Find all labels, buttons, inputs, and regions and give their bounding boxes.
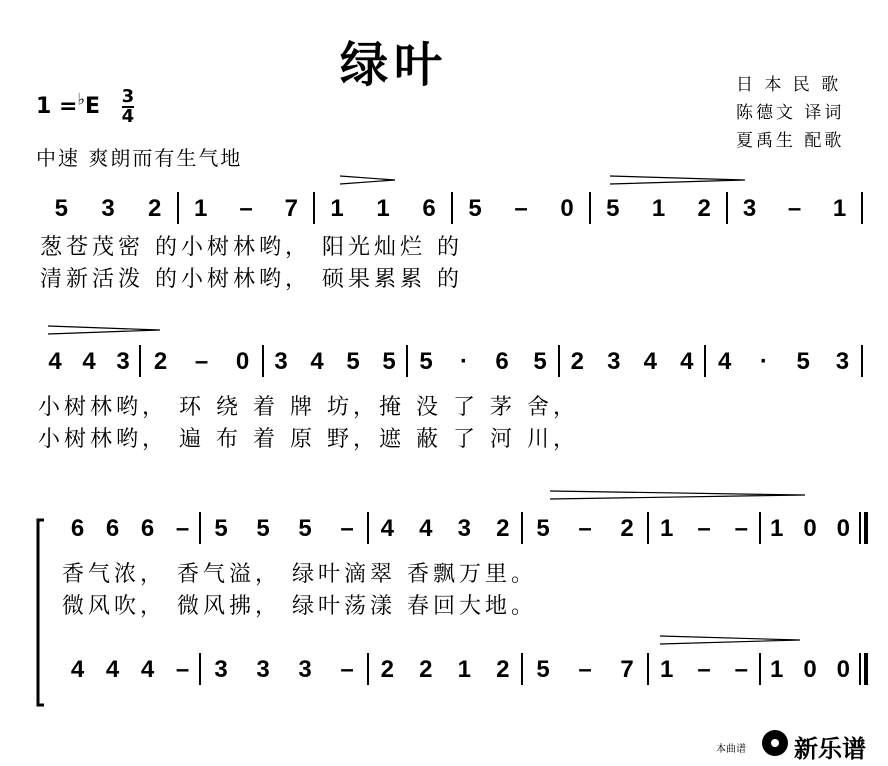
credit-origin: 日 本 民 歌 bbox=[736, 75, 842, 95]
note: 5 bbox=[214, 515, 228, 542]
note: 3 bbox=[457, 515, 471, 542]
note: 5 bbox=[533, 348, 547, 375]
note: 7 bbox=[284, 195, 299, 222]
note: 3 bbox=[298, 656, 312, 683]
note: – bbox=[578, 656, 592, 683]
note: 2 bbox=[496, 515, 510, 542]
note: 5 bbox=[346, 348, 360, 375]
note: 0 bbox=[235, 348, 250, 375]
note: 1 bbox=[659, 515, 674, 542]
note: 1 bbox=[769, 656, 784, 683]
note: 2 bbox=[380, 656, 394, 683]
flat-sign: ♭ bbox=[77, 89, 85, 109]
system-4 bbox=[71, 653, 866, 685]
time-bottom: 4 bbox=[121, 106, 135, 127]
note: 1 bbox=[330, 195, 344, 222]
note: 6 bbox=[70, 515, 85, 542]
tempo-marking: 中速 爽朗而有生气地 bbox=[36, 146, 243, 170]
note: · bbox=[460, 348, 468, 375]
note: 4 bbox=[48, 348, 62, 375]
note: – bbox=[340, 656, 354, 683]
note: 4 bbox=[70, 656, 85, 683]
brand-disc-icon bbox=[762, 730, 788, 756]
note: 4 bbox=[140, 656, 155, 683]
note: – bbox=[787, 195, 802, 222]
note: – bbox=[697, 515, 711, 542]
note: 2 bbox=[419, 656, 433, 683]
note: 3 bbox=[101, 195, 115, 222]
note: – bbox=[734, 515, 749, 542]
lyric-line: 清新活泼 的小树林哟， 硕果累累 的 bbox=[40, 267, 463, 292]
note: 3 bbox=[835, 348, 850, 375]
note: 4 bbox=[380, 515, 394, 542]
note: 5 bbox=[796, 348, 810, 375]
watermark-prefix: 本曲谱 bbox=[716, 744, 746, 755]
note: 1 bbox=[832, 195, 847, 222]
key-prefix: 1 = bbox=[36, 94, 78, 119]
system-2 bbox=[38, 345, 862, 452]
note: – bbox=[340, 515, 354, 542]
note: 1 bbox=[659, 656, 674, 683]
credit-arranger: 夏禹生 配歌 bbox=[736, 131, 845, 151]
system-3 bbox=[62, 512, 866, 619]
note: 3 bbox=[274, 348, 288, 375]
note: 2 bbox=[620, 515, 634, 542]
note: · bbox=[759, 348, 768, 375]
note: 3 bbox=[607, 348, 621, 375]
note: 2 bbox=[697, 195, 711, 222]
note: 3 bbox=[214, 656, 228, 683]
note: 1 bbox=[376, 195, 390, 222]
note: 1 bbox=[651, 195, 666, 222]
note: 5 bbox=[54, 195, 69, 222]
note: 3 bbox=[116, 348, 130, 375]
note: 4 bbox=[680, 348, 694, 375]
note: 0 bbox=[803, 515, 817, 542]
note: 2 bbox=[147, 195, 162, 222]
note: 4 bbox=[643, 348, 657, 375]
watermark-brand: 新乐谱 bbox=[794, 735, 866, 763]
note: 6 bbox=[140, 515, 155, 542]
note: 7 bbox=[620, 656, 634, 683]
lyric-line: 小树林哟， 环 绕 着 牌 坊，掩 没 了 茅 舍， bbox=[38, 395, 579, 420]
note: – bbox=[239, 195, 253, 222]
lyric-line: 香气浓， 香气溢， 绿叶滴翠 香飘万里。 bbox=[62, 562, 537, 587]
lyric-line: 微风吹， 微风拂， 绿叶荡漾 春回大地。 bbox=[62, 594, 537, 619]
note: 0 bbox=[560, 195, 574, 222]
note: – bbox=[514, 195, 528, 222]
note: 6 bbox=[495, 348, 509, 375]
note: 1 bbox=[457, 656, 471, 683]
note: 5 bbox=[382, 348, 396, 375]
note: – bbox=[194, 348, 209, 375]
lyric-line: 葱苍茂密 的小树林哟， 阳光灿烂 的 bbox=[40, 235, 463, 260]
note: 4 bbox=[310, 348, 324, 375]
note: 0 bbox=[803, 656, 817, 683]
lyric-line: 小树林哟， 遍 布 着 原 野，遮 蔽 了 河 川， bbox=[38, 427, 579, 452]
song-title: 绿叶 bbox=[340, 37, 449, 93]
note: 5 bbox=[298, 515, 312, 542]
note: 5 bbox=[256, 515, 270, 542]
note: – bbox=[734, 656, 749, 683]
note: 5 bbox=[468, 195, 482, 222]
note: 2 bbox=[570, 348, 584, 375]
note: – bbox=[697, 656, 711, 683]
note: 5 bbox=[536, 515, 550, 542]
note: 5 bbox=[606, 195, 620, 222]
hairpin-mark bbox=[340, 176, 395, 184]
note: – bbox=[175, 515, 190, 542]
time-top: 3 bbox=[121, 86, 135, 107]
note: 0 bbox=[836, 656, 851, 683]
note: 1 bbox=[193, 195, 208, 222]
note: 5 bbox=[536, 656, 550, 683]
system-1 bbox=[40, 192, 862, 292]
note: 1 bbox=[769, 515, 784, 542]
note: 2 bbox=[153, 348, 168, 375]
note: 0 bbox=[836, 515, 851, 542]
note: 5 bbox=[419, 348, 433, 375]
note: 2 bbox=[496, 656, 510, 683]
key-letter: E bbox=[84, 94, 100, 119]
note: 6 bbox=[105, 515, 120, 542]
hairpin-mark bbox=[660, 636, 800, 644]
system-bracket bbox=[38, 520, 44, 705]
note: 3 bbox=[256, 656, 270, 683]
note: – bbox=[175, 656, 190, 683]
note: 4 bbox=[717, 348, 732, 375]
note: 4 bbox=[419, 515, 433, 542]
hairpin-mark bbox=[610, 176, 745, 184]
credit-translator: 陈德文 译词 bbox=[736, 103, 845, 123]
note: 6 bbox=[422, 195, 436, 222]
hairpin-mark bbox=[48, 326, 160, 334]
hairpin-mark bbox=[550, 491, 805, 499]
note: 3 bbox=[742, 195, 757, 222]
note: – bbox=[578, 515, 592, 542]
note: 4 bbox=[105, 656, 120, 683]
note: 4 bbox=[82, 348, 96, 375]
